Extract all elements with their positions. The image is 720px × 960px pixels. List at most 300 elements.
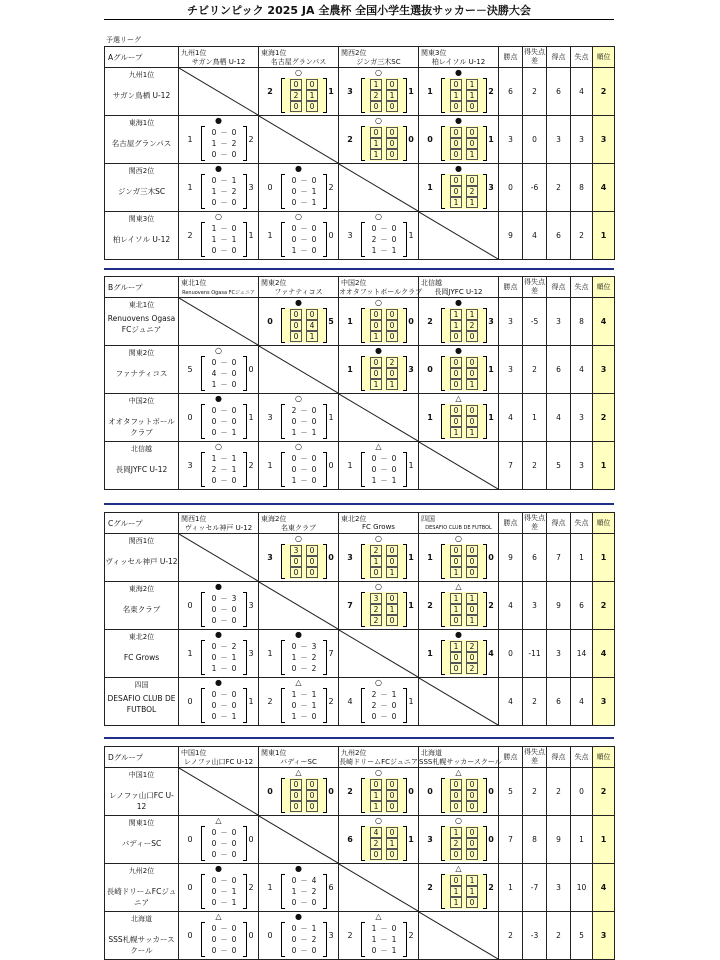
result-mark: △ <box>375 442 382 451</box>
period-row <box>204 593 244 604</box>
group-name: Aグループ <box>105 47 179 68</box>
group-separator <box>104 737 614 739</box>
period-dash: － <box>380 224 388 233</box>
period-row <box>444 567 484 578</box>
period-score-right: 1 <box>391 690 397 699</box>
period-score-left: 0 <box>450 175 462 186</box>
match-cell <box>179 630 259 678</box>
diagonal-line <box>339 164 418 211</box>
period-score-right: 0 <box>311 712 317 721</box>
period-score-left: 0 <box>370 101 382 112</box>
result-mark: ● <box>215 116 222 125</box>
period-score-left: 1 <box>291 653 297 662</box>
column-team-rank: 九州1位 <box>181 49 207 57</box>
column-team-header <box>419 47 499 68</box>
period-score-left: 1 <box>370 801 382 812</box>
period-score-left: 0 <box>370 567 382 578</box>
period-score-left: 0 <box>450 405 462 416</box>
period-score-right: 0 <box>466 897 478 908</box>
match-cell <box>259 534 339 582</box>
score-left: 2 <box>267 87 273 96</box>
column-team-rank: 東海1位 <box>261 49 287 57</box>
period-score-left: 0 <box>211 850 217 859</box>
period-row <box>204 405 244 416</box>
group-header-row <box>105 277 615 298</box>
score-right: 1 <box>328 87 334 96</box>
period-score-left: 0 <box>211 476 217 485</box>
period-dash: － <box>220 187 228 196</box>
period-row <box>284 663 324 674</box>
period-row <box>284 875 324 886</box>
period-score-left: 0 <box>211 642 217 651</box>
period-score-left: 0 <box>290 331 302 342</box>
stat-gf: 9 <box>547 582 571 630</box>
match-cell <box>179 678 259 726</box>
stat-points: 6 <box>499 68 523 116</box>
period-scores <box>201 592 247 627</box>
self-match-cell <box>419 442 499 490</box>
period-score-right: 0 <box>386 801 398 812</box>
stat-header-rank: 順位 <box>593 513 615 534</box>
period-score-left: 0 <box>371 465 377 474</box>
period-score-left: 1 <box>370 138 382 149</box>
period-row <box>364 827 404 838</box>
match-cell <box>339 678 419 726</box>
score-left: 3 <box>347 87 353 96</box>
period-score-left: 0 <box>211 935 217 944</box>
team-row <box>105 346 615 394</box>
period-dash: － <box>380 935 388 944</box>
score-right: 1 <box>408 835 414 844</box>
column-team-header <box>259 513 339 534</box>
stat-gf: 3 <box>547 630 571 678</box>
match-cell <box>339 116 419 164</box>
period-score-left: 0 <box>450 101 462 112</box>
period-row <box>444 875 484 886</box>
self-match-cell <box>339 394 419 442</box>
match-cell <box>419 164 499 212</box>
group-header-row <box>105 747 615 768</box>
period-scores <box>201 922 247 957</box>
score-right: 1 <box>248 413 254 422</box>
result-mark: ● <box>215 164 222 173</box>
period-score-left: 1 <box>211 224 217 233</box>
period-scores <box>361 78 407 113</box>
row-team-rank: 東海1位 <box>128 119 155 127</box>
period-score-left: 0 <box>290 567 302 578</box>
period-row <box>364 711 404 722</box>
period-score-left: 1 <box>370 379 382 390</box>
period-score-right: 1 <box>391 946 397 955</box>
score-right: 1 <box>328 413 334 422</box>
page-title: チビリンピック 2025 JA 全農杯 全国小学生選抜サッカー－決勝大会 <box>187 4 531 17</box>
diagonal-line <box>339 394 418 441</box>
stat-points: 0 <box>499 164 523 212</box>
period-row <box>204 127 244 138</box>
stat-ga: 3 <box>571 442 593 490</box>
group-header-row <box>105 513 615 534</box>
period-row <box>364 934 404 945</box>
period-scores <box>361 222 407 257</box>
period-row <box>444 186 484 197</box>
period-row <box>364 245 404 256</box>
period-row <box>364 923 404 934</box>
period-score-left: 0 <box>211 712 217 721</box>
period-row <box>364 790 404 801</box>
stat-diff: 4 <box>523 212 547 260</box>
stat-ga: 1 <box>571 534 593 582</box>
match-cell <box>339 68 419 116</box>
period-score-right: 0 <box>231 246 237 255</box>
period-score-right: 0 <box>231 128 237 137</box>
period-score-right: 0 <box>311 465 317 474</box>
stat-gf: 9 <box>547 816 571 864</box>
period-dash: － <box>220 128 228 137</box>
period-score-left: 0 <box>450 416 462 427</box>
match-cell <box>419 864 499 912</box>
period-score-right: 0 <box>391 712 397 721</box>
period-dash: － <box>220 701 228 710</box>
period-score-left: 0 <box>370 357 382 368</box>
score-right: 3 <box>248 183 254 192</box>
self-match-cell <box>179 68 259 116</box>
row-team-rank: 東北1位 <box>128 301 155 309</box>
period-score-left: 0 <box>371 454 377 463</box>
stat-gf: 4 <box>547 394 571 442</box>
stat-points: 2 <box>499 912 523 960</box>
period-score-right: 2 <box>386 357 398 368</box>
period-score-left: 0 <box>291 898 297 907</box>
row-team-rank: 北海道 <box>131 915 152 923</box>
period-score-right: 0 <box>466 604 478 615</box>
period-row <box>444 652 484 663</box>
period-score-right: 0 <box>311 176 317 185</box>
period-score-left: 0 <box>450 357 462 368</box>
period-dash: － <box>300 476 308 485</box>
period-dash: － <box>300 198 308 207</box>
period-score-left: 1 <box>370 790 382 801</box>
self-match-cell <box>179 768 259 816</box>
period-scores <box>441 640 487 675</box>
period-score-left: 0 <box>370 849 382 860</box>
period-score-right: 0 <box>391 224 397 233</box>
score-left: 0 <box>267 183 273 192</box>
period-row <box>204 827 244 838</box>
match-cell <box>259 212 339 260</box>
period-row <box>284 945 324 956</box>
group-name: Bグループ <box>105 277 179 298</box>
score-right: 1 <box>488 365 494 374</box>
period-score-left: 2 <box>370 90 382 101</box>
result-mark: △ <box>295 768 302 777</box>
period-scores <box>361 922 407 957</box>
group-name: Dグループ <box>105 747 179 768</box>
period-score-right: 2 <box>466 641 478 652</box>
period-scores <box>201 126 247 161</box>
period-score-right: 0 <box>386 790 398 801</box>
period-score-right: 0 <box>386 368 398 379</box>
period-scores <box>281 222 327 257</box>
period-row <box>444 138 484 149</box>
stat-ga: 3 <box>571 116 593 164</box>
column-team-name: バディーSC <box>280 758 317 766</box>
score-right: 0 <box>248 835 254 844</box>
period-score-right: 0 <box>466 138 478 149</box>
match-cell <box>179 116 259 164</box>
period-row <box>204 175 244 186</box>
period-score-left: 1 <box>450 427 462 438</box>
period-row <box>364 453 404 464</box>
result-mark: ○ <box>375 816 382 825</box>
result-mark: ○ <box>215 346 222 355</box>
stat-rank: 1 <box>593 534 615 582</box>
row-team-header <box>105 912 179 960</box>
match-cell <box>339 816 419 864</box>
stat-points: 1 <box>499 864 523 912</box>
period-row <box>284 453 324 464</box>
score-left: 0 <box>187 835 193 844</box>
period-dash: － <box>220 198 228 207</box>
team-row <box>105 912 615 960</box>
period-dash: － <box>220 176 228 185</box>
stat-rank: 1 <box>593 442 615 490</box>
team-row <box>105 116 615 164</box>
period-scores <box>201 356 247 391</box>
stat-gf: 7 <box>547 534 571 582</box>
score-left: 1 <box>187 135 193 144</box>
period-dash: － <box>380 690 388 699</box>
period-score-right: 0 <box>231 924 237 933</box>
period-scores <box>441 174 487 209</box>
period-score-left: 2 <box>370 604 382 615</box>
column-team-rank: 四国 <box>421 515 435 523</box>
group-name: Cグループ <box>105 513 179 534</box>
match-cell <box>419 68 499 116</box>
period-score-right: 0 <box>466 101 478 112</box>
stat-gf: 2 <box>547 164 571 212</box>
period-scores <box>441 308 487 343</box>
period-score-left: 1 <box>450 604 462 615</box>
period-score-right: 0 <box>386 309 398 320</box>
period-scores <box>281 922 327 957</box>
stat-diff: 2 <box>523 346 547 394</box>
stat-gf: 3 <box>547 298 571 346</box>
period-score-right: 1 <box>466 79 478 90</box>
period-row <box>444 790 484 801</box>
period-score-left: 0 <box>290 309 302 320</box>
period-dash: － <box>220 594 228 603</box>
period-row <box>444 641 484 652</box>
score-right: 2 <box>248 461 254 470</box>
score-right: 0 <box>328 787 334 796</box>
period-score-right: 2 <box>311 887 317 896</box>
period-row <box>364 331 404 342</box>
score-right: 3 <box>408 365 414 374</box>
score-right: 1 <box>488 135 494 144</box>
period-score-left: 0 <box>371 712 377 721</box>
column-team-header <box>259 277 339 298</box>
period-score-left: 1 <box>370 556 382 567</box>
period-row <box>444 90 484 101</box>
row-team-rank: 東北2位 <box>128 633 155 641</box>
score-left: 2 <box>187 231 193 240</box>
period-row <box>444 309 484 320</box>
period-row <box>364 309 404 320</box>
match-cell <box>259 912 339 960</box>
score-left: 0 <box>267 317 273 326</box>
stat-gf: 6 <box>547 212 571 260</box>
stat-diff: 0 <box>523 116 547 164</box>
period-row <box>284 779 324 790</box>
score-right: 5 <box>328 317 334 326</box>
period-row <box>444 416 484 427</box>
period-row <box>444 357 484 368</box>
result-mark: ● <box>455 298 462 307</box>
score-right: 3 <box>328 931 334 940</box>
self-match-cell <box>419 912 499 960</box>
period-score-right: 4 <box>306 320 318 331</box>
result-mark: ● <box>295 912 302 921</box>
period-row <box>364 838 404 849</box>
period-score-left: 1 <box>211 454 217 463</box>
period-score-left: 0 <box>291 198 297 207</box>
self-match-cell <box>339 864 419 912</box>
period-row <box>364 379 404 390</box>
period-score-right: 1 <box>231 465 237 474</box>
period-score-right: 0 <box>231 935 237 944</box>
stat-ga: 3 <box>571 394 593 442</box>
self-match-cell <box>179 534 259 582</box>
team-row <box>105 816 615 864</box>
period-score-right: 0 <box>391 924 397 933</box>
score-right: 4 <box>488 649 494 658</box>
period-score-right: 1 <box>391 246 397 255</box>
period-row <box>364 700 404 711</box>
result-mark: △ <box>455 394 462 403</box>
period-score-right: 0 <box>386 593 398 604</box>
column-team-header <box>339 277 423 298</box>
period-dash: － <box>300 224 308 233</box>
score-right: 2 <box>248 135 254 144</box>
stat-points: 7 <box>499 442 523 490</box>
period-row <box>364 545 404 556</box>
stat-points: 4 <box>499 394 523 442</box>
period-score-right: 1 <box>231 235 237 244</box>
column-team-rank: 九州2位 <box>341 749 367 757</box>
period-row <box>364 357 404 368</box>
period-row <box>284 416 324 427</box>
period-score-left: 1 <box>371 246 377 255</box>
period-scores <box>281 78 327 113</box>
score-right: 7 <box>328 649 334 658</box>
period-row <box>204 234 244 245</box>
period-scores <box>441 592 487 627</box>
period-score-right: 0 <box>466 779 478 790</box>
period-scores <box>281 404 327 439</box>
period-row <box>444 368 484 379</box>
period-dash: － <box>220 850 228 859</box>
period-score-right: 0 <box>466 849 478 860</box>
period-score-right: 0 <box>466 331 478 342</box>
period-dash: － <box>300 235 308 244</box>
period-row <box>444 886 484 897</box>
period-score-right: 0 <box>466 357 478 368</box>
period-dash: － <box>300 465 308 474</box>
period-dash: － <box>380 476 388 485</box>
period-row <box>364 849 404 860</box>
stat-points: 5 <box>499 768 523 816</box>
period-score-right: 1 <box>231 712 237 721</box>
match-cell <box>419 768 499 816</box>
result-mark: ○ <box>295 212 302 221</box>
period-dash: － <box>220 712 228 721</box>
period-score-left: 0 <box>450 545 462 556</box>
period-score-left: 1 <box>291 690 297 699</box>
period-row <box>444 663 484 674</box>
period-row <box>364 801 404 812</box>
stat-header-ga: 失点 <box>571 47 593 68</box>
stat-ga: 0 <box>571 768 593 816</box>
period-score-left: 0 <box>211 839 217 848</box>
row-team-header <box>105 394 179 442</box>
period-score-left: 0 <box>291 935 297 944</box>
period-dash: － <box>300 887 308 896</box>
stat-rank: 4 <box>593 630 615 678</box>
period-score-right: 0 <box>231 850 237 859</box>
match-cell <box>419 582 499 630</box>
stat-ga: 4 <box>571 346 593 394</box>
period-dash: － <box>300 898 308 907</box>
row-team-name: バディーSC <box>121 839 162 848</box>
period-row <box>444 849 484 860</box>
stat-gf: 6 <box>547 346 571 394</box>
period-score-right: 0 <box>311 454 317 463</box>
period-dash: － <box>220 465 228 474</box>
period-dash: － <box>220 476 228 485</box>
period-scores <box>441 78 487 113</box>
period-score-left: 0 <box>291 465 297 474</box>
period-row <box>444 101 484 112</box>
result-mark: ○ <box>215 442 222 451</box>
score-right: 3 <box>248 649 254 658</box>
period-row <box>204 641 244 652</box>
column-team-header <box>259 47 339 68</box>
period-score-right: 2 <box>466 320 478 331</box>
column-team-rank: 関西1位 <box>181 515 207 523</box>
stat-rank: 4 <box>593 864 615 912</box>
period-dash: － <box>300 701 308 710</box>
period-row <box>444 331 484 342</box>
score-left: 1 <box>187 183 193 192</box>
period-row <box>364 689 404 700</box>
period-score-right: 1 <box>306 90 318 101</box>
period-dash: － <box>300 417 308 426</box>
match-cell <box>259 442 339 490</box>
score-right: 0 <box>408 317 414 326</box>
row-team-header <box>105 816 179 864</box>
column-team-name: オオタフットボールクラブ <box>339 288 423 296</box>
score-right: 0 <box>328 231 334 240</box>
period-score-right: 0 <box>231 839 237 848</box>
period-score-left: 0 <box>211 428 217 437</box>
period-score-left: 0 <box>291 176 297 185</box>
period-score-right: 0 <box>311 246 317 255</box>
result-mark: ○ <box>295 68 302 77</box>
period-row <box>364 90 404 101</box>
period-score-right: 0 <box>231 876 237 885</box>
stat-ga: 5 <box>571 912 593 960</box>
period-dash: － <box>220 224 228 233</box>
